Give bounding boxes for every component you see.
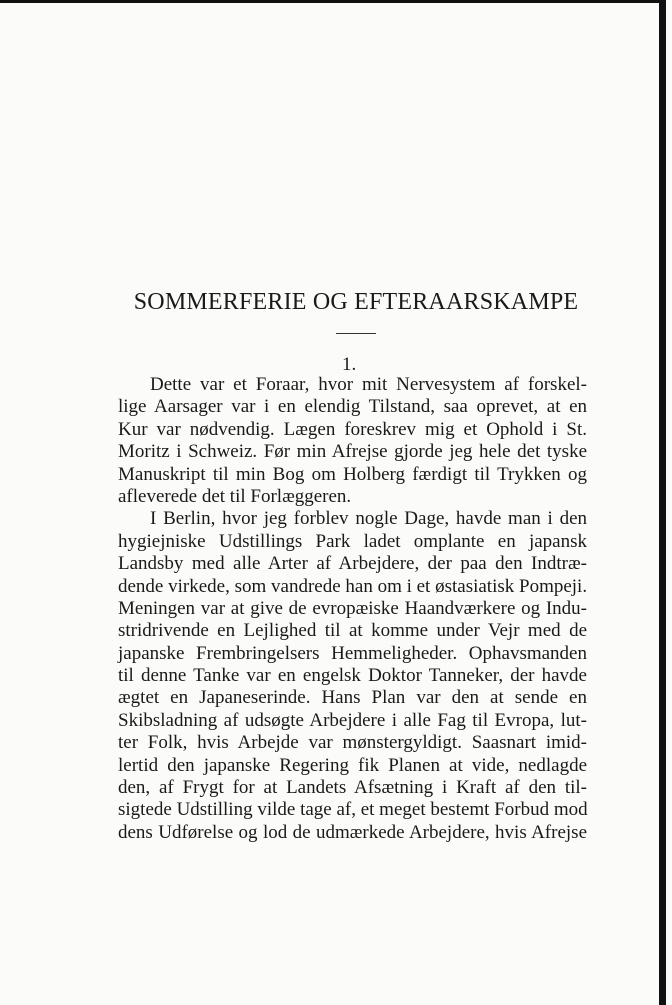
text-line: hygiejniske Udstillings Park ladet omplante en japansk [118, 530, 587, 552]
body-text [118, 374, 587, 844]
text-line: sigtede Udstilling vilde tage af, et meget bestemt Forbud mod [118, 799, 588, 821]
text-line: lertid den japanske Regering fik Planen at vide, nedlagde [118, 754, 587, 776]
text-line: ter Folk, hvis Arbejde var mønstergyldigt. Saasnart imid- [118, 732, 587, 754]
text-line: den, af Frygt for at Landets Afsætning i Kraft af den til- [118, 777, 587, 799]
title-divider [336, 333, 376, 334]
text-line: stridrivende en Lejlighed til at komme under Vejr med de [118, 620, 587, 642]
text-line: dens Udførelse og lod de udmærkede Arbejdere, hvis Afrejse [118, 821, 587, 843]
scan-border-right [659, 0, 666, 1005]
text-line: dende virkede, som vandrede han om i et østasiatisk Pompeji. [118, 575, 588, 597]
scan-border-top [0, 0, 660, 3]
text-line: afleverede det til Forlæggeren. [118, 485, 352, 507]
text-line: japanske Frembringelsers Hemmeligheder. Ophavsmanden [118, 642, 587, 664]
text-line: til denne Tanke var en engelsk Doktor Tanneker, der havde [118, 665, 587, 687]
section-number: 1. [342, 354, 357, 375]
text-line: Kur var nødvendig. Lægen foreskrev mig et Ophold i St. [118, 418, 587, 440]
text-line: Manuskript til min Bog om Holberg færdigt til Trykken og [118, 463, 587, 485]
text-line: Meningen var at give de evropæiske Haandværkere og Indu- [118, 597, 587, 619]
chapter-title: SOMMERFERIE OG EFTERAARSKAMPE [133, 289, 579, 315]
text-line: Skibsladning af udsøgte Arbejdere i alle Fag til Evropa, lut- [118, 709, 587, 731]
text-line: Dette var et Foraar, hvor mit Nervesystem af forskel- [150, 374, 587, 395]
text-line: Landsby med alle Arter af Arbejdere, der paa den Indtræ- [118, 553, 587, 575]
text-line: ægtet en Japaneserinde. Hans Plan var den at sende en [118, 687, 587, 709]
text-line: lige Aarsager var i en elendig Tilstand, saa oprevet, at en [118, 396, 587, 418]
text-line: Moritz i Schweiz. Før min Afrejse gjorde jeg hele det tyske [118, 441, 587, 463]
text-line: I Berlin, hvor jeg forblev nogle Dage, havde man i den [150, 508, 587, 530]
